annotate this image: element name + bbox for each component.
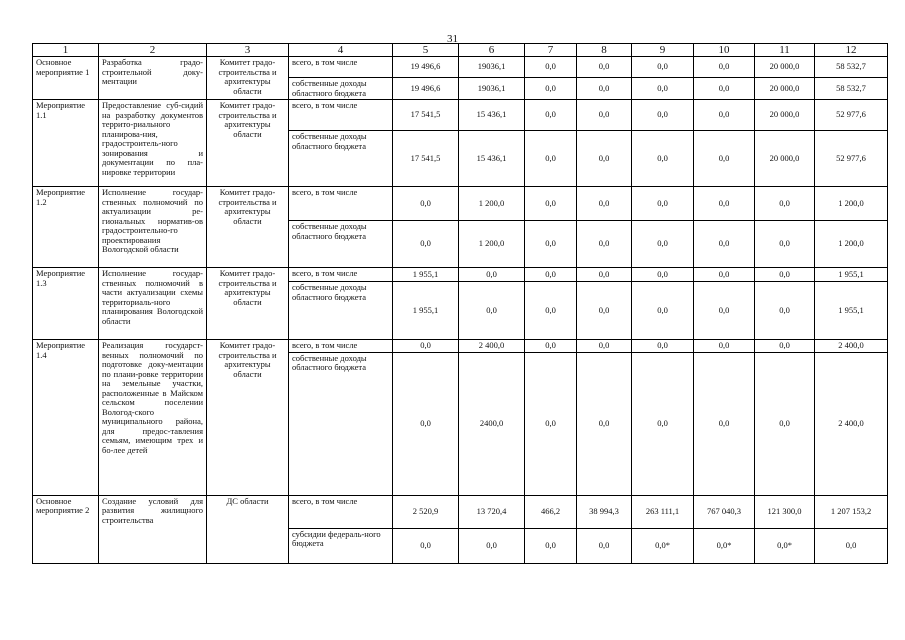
- table-row: [33, 268, 888, 282]
- funding-value: 0,0: [525, 131, 577, 187]
- funding-source-label: собственные доходы областного бюджета: [289, 221, 393, 268]
- funding-value: 0,0: [525, 78, 577, 100]
- funding-source-label: всего, в том числе: [289, 187, 393, 221]
- measure-description: Разработка градо-строительной доку-ментации: [99, 57, 207, 100]
- funding-value: 0,0*: [632, 528, 694, 563]
- column-header: 1: [33, 44, 99, 57]
- funding-value: 0,0: [459, 528, 525, 563]
- column-header: 6: [459, 44, 525, 57]
- funding-value: 2 400,0: [815, 340, 888, 353]
- funding-value: 1 955,1: [393, 282, 459, 340]
- funding-value: 19036,1: [459, 57, 525, 78]
- table-row: [33, 100, 888, 131]
- measure-description: Предоставление суб-сидий на разработку документов террито-риального планирова-ния, градостроитель-ного зонирования и документации по пла-нировке территории: [99, 100, 207, 187]
- funding-value: 1 955,1: [815, 268, 888, 282]
- funding-value: 0,0: [525, 528, 577, 563]
- column-header: 4: [289, 44, 393, 57]
- funding-value: 0,0: [755, 221, 815, 268]
- responsible-executor: Комитет градо-строительства и архитектуры области: [207, 57, 289, 100]
- funding-value: 15 436,1: [459, 131, 525, 187]
- measure-id: Мероприятие 1.1: [33, 100, 99, 187]
- funding-value: 15 436,1: [459, 100, 525, 131]
- column-header: 10: [694, 44, 755, 57]
- funding-value: 1 200,0: [815, 187, 888, 221]
- funding-source-label: всего, в том числе: [289, 340, 393, 353]
- funding-value: 19 496,6: [393, 78, 459, 100]
- funding-value: 1 955,1: [393, 268, 459, 282]
- funding-value: 0,0*: [694, 528, 755, 563]
- column-header: 3: [207, 44, 289, 57]
- funding-value: 0,0: [632, 57, 694, 78]
- funding-value: 0,0: [577, 57, 632, 78]
- table-row: [33, 340, 888, 353]
- budget-table: [32, 43, 888, 564]
- funding-value: 17 541,5: [393, 100, 459, 131]
- funding-value: 0,0: [694, 78, 755, 100]
- funding-value: 19036,1: [459, 78, 525, 100]
- funding-value: 0,0: [755, 187, 815, 221]
- funding-value: 52 977,6: [815, 100, 888, 131]
- measure-description: Исполнение государ-ственных полномочий по актуализации ре-гиональных норматив-ов градостроительно-го проектирования Вологодской области: [99, 187, 207, 268]
- funding-value: 0,0: [525, 221, 577, 268]
- table-row: [33, 57, 888, 78]
- responsible-executor: ДС области: [207, 495, 289, 563]
- column-header: 8: [577, 44, 632, 57]
- funding-value: 0,0: [694, 268, 755, 282]
- column-header: 9: [632, 44, 694, 57]
- funding-value: 0,0: [577, 268, 632, 282]
- responsible-executor: Комитет градо-строительства и архитектуры области: [207, 268, 289, 340]
- funding-source-label: всего, в том числе: [289, 268, 393, 282]
- funding-value: 19 496,6: [393, 57, 459, 78]
- column-header: 12: [815, 44, 888, 57]
- funding-value: 0,0: [577, 187, 632, 221]
- funding-value: 52 977,6: [815, 131, 888, 187]
- funding-value: 0,0: [459, 268, 525, 282]
- measure-id: Мероприятие 1.3: [33, 268, 99, 340]
- funding-value: 58 532,7: [815, 57, 888, 78]
- funding-source-label: собственные доходы областного бюджета: [289, 352, 393, 495]
- funding-value: 0,0: [694, 340, 755, 353]
- column-header: 5: [393, 44, 459, 57]
- funding-value: 0,0: [632, 352, 694, 495]
- funding-value: 0,0*: [755, 528, 815, 563]
- funding-source-label: всего, в том числе: [289, 100, 393, 131]
- funding-value: 0,0: [459, 282, 525, 340]
- funding-source-label: субсидии федераль-ного бюджета: [289, 528, 393, 563]
- funding-value: 0,0: [755, 282, 815, 340]
- funding-value: 0,0: [632, 131, 694, 187]
- funding-value: 767 040,3: [694, 495, 755, 528]
- funding-value: 0,0: [525, 282, 577, 340]
- measure-description: Реализация государст-венных полномочий по подготовке доку-ментации по плани-ровке территории на земельные участки, расположенные в Майском сельском поселении Вологод-ского муниципального района, для предос-тавления семьям, имеющим трех и бо-лее детей: [99, 340, 207, 496]
- funding-value: 0,0: [393, 187, 459, 221]
- funding-value: 1 955,1: [815, 282, 888, 340]
- funding-value: 0,0: [525, 352, 577, 495]
- funding-value: 0,0: [577, 221, 632, 268]
- funding-value: 0,0: [525, 100, 577, 131]
- funding-source-label: собственные доходы областного бюджета: [289, 282, 393, 340]
- funding-value: 0,0: [632, 268, 694, 282]
- funding-value: 0,0: [632, 282, 694, 340]
- funding-value: 0,0: [393, 352, 459, 495]
- responsible-executor: Комитет градо-строительства и архитектуры области: [207, 340, 289, 496]
- measure-description: Создание условий для развития жилищного строительства: [99, 495, 207, 563]
- measure-id: Основное мероприятие 2: [33, 495, 99, 563]
- funding-value: 0,0: [694, 352, 755, 495]
- responsible-executor: Комитет градо-строительства и архитектуры области: [207, 100, 289, 187]
- funding-value: 0,0: [577, 352, 632, 495]
- funding-value: 17 541,5: [393, 131, 459, 187]
- funding-value: 0,0: [755, 268, 815, 282]
- funding-value: 121 300,0: [755, 495, 815, 528]
- funding-value: 0,0: [525, 57, 577, 78]
- funding-value: 0,0: [393, 528, 459, 563]
- funding-value: 1 200,0: [815, 221, 888, 268]
- funding-value: 0,0: [577, 131, 632, 187]
- measure-id: Мероприятие 1.4: [33, 340, 99, 496]
- column-header: 11: [755, 44, 815, 57]
- funding-value: 263 111,1: [632, 495, 694, 528]
- funding-value: 0,0: [815, 528, 888, 563]
- measure-description: Исполнение государ-ственных полномочий в части актуализации схемы территориаль-ного планирования Вологодской области: [99, 268, 207, 340]
- funding-value: 1 200,0: [459, 221, 525, 268]
- responsible-executor: Комитет градо-строительства и архитектуры области: [207, 187, 289, 268]
- funding-value: 0,0: [694, 221, 755, 268]
- header-row: [33, 44, 888, 57]
- funding-value: 20 000,0: [755, 78, 815, 100]
- funding-value: 20 000,0: [755, 131, 815, 187]
- funding-value: 1 207 153,2: [815, 495, 888, 528]
- measure-id: Мероприятие 1.2: [33, 187, 99, 268]
- funding-value: 0,0: [525, 340, 577, 353]
- funding-value: 0,0: [393, 340, 459, 353]
- funding-value: 38 994,3: [577, 495, 632, 528]
- funding-value: 0,0: [577, 282, 632, 340]
- funding-value: 0,0: [577, 78, 632, 100]
- funding-value: 0,0: [694, 100, 755, 131]
- funding-value: 0,0: [694, 57, 755, 78]
- funding-value: 0,0: [694, 282, 755, 340]
- funding-source-label: всего, в том числе: [289, 57, 393, 78]
- table-row: [33, 495, 888, 528]
- funding-value: 2 400,0: [815, 352, 888, 495]
- funding-value: 20 000,0: [755, 100, 815, 131]
- table-row: [33, 187, 888, 221]
- funding-value: 0,0: [577, 528, 632, 563]
- funding-value: 0,0: [632, 100, 694, 131]
- column-header: 7: [525, 44, 577, 57]
- funding-value: 0,0: [577, 100, 632, 131]
- funding-value: 0,0: [694, 187, 755, 221]
- funding-value: 0,0: [577, 340, 632, 353]
- funding-source-label: всего, в том числе: [289, 495, 393, 528]
- funding-value: 466,2: [525, 495, 577, 528]
- funding-value: 0,0: [632, 221, 694, 268]
- measure-id: Основное мероприятие 1: [33, 57, 99, 100]
- funding-value: 0,0: [632, 340, 694, 353]
- funding-source-label: собственные доходы областного бюджета: [289, 78, 393, 100]
- funding-value: 0,0: [755, 352, 815, 495]
- funding-value: 20 000,0: [755, 57, 815, 78]
- funding-value: 2400,0: [459, 352, 525, 495]
- funding-value: 58 532,7: [815, 78, 888, 100]
- page-number: 31: [447, 33, 458, 45]
- funding-value: 0,0: [755, 340, 815, 353]
- funding-source-label: собственные доходы областного бюджета: [289, 131, 393, 187]
- funding-value: 0,0: [525, 187, 577, 221]
- funding-value: 2 400,0: [459, 340, 525, 353]
- funding-value: 13 720,4: [459, 495, 525, 528]
- funding-value: 0,0: [694, 131, 755, 187]
- funding-value: 0,0: [525, 268, 577, 282]
- funding-value: 1 200,0: [459, 187, 525, 221]
- funding-value: 0,0: [393, 221, 459, 268]
- funding-value: 0,0: [632, 187, 694, 221]
- column-header: 2: [99, 44, 207, 57]
- funding-value: 2 520,9: [393, 495, 459, 528]
- funding-value: 0,0: [632, 78, 694, 100]
